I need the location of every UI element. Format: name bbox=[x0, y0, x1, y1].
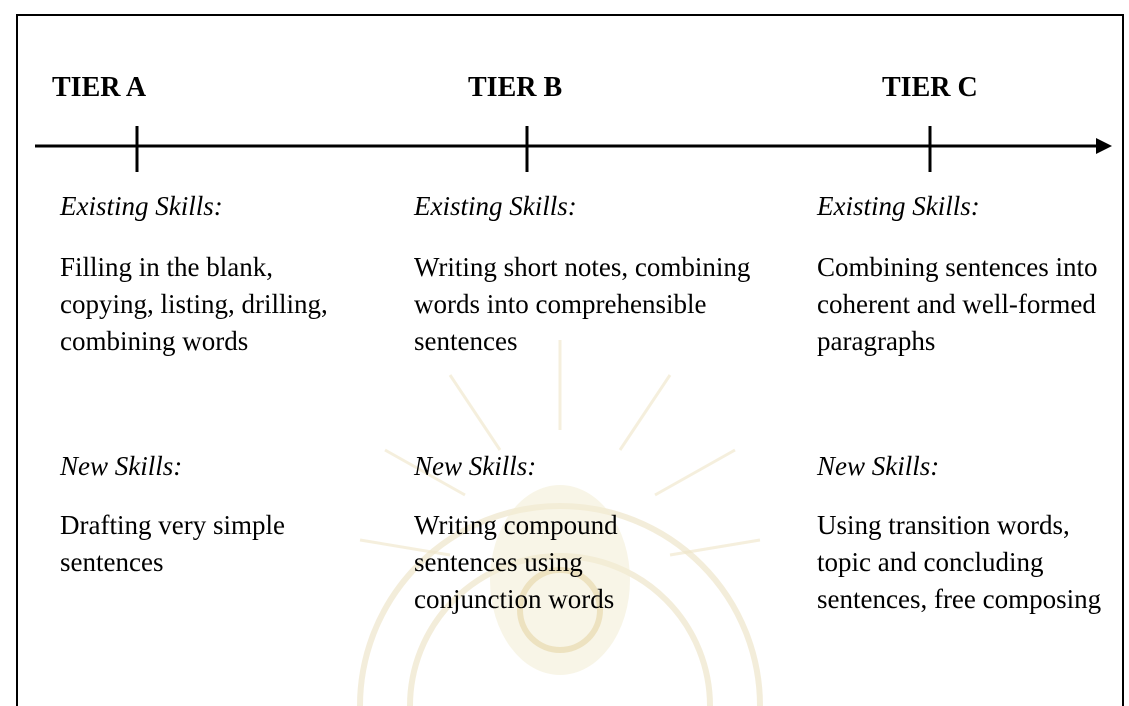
tier-c-existing-text: Combining sentences into coherent and well-formed paragraphs bbox=[817, 252, 1098, 356]
tier-b-title: TIER B bbox=[468, 72, 563, 103]
tier-b-column bbox=[414, 190, 751, 614]
tier-c-new-label: New Skills: bbox=[817, 451, 940, 481]
tier-a-column bbox=[60, 190, 390, 577]
tier-a-existing-label: Existing Skills: bbox=[60, 191, 223, 221]
tier-b-existing-label: Existing Skills: bbox=[414, 191, 577, 221]
timeline-arrowhead bbox=[1096, 138, 1112, 154]
tier-c-new-text: Using transition words, topic and concluding sentences, free composing bbox=[817, 510, 1102, 614]
tier-b-new-label: New Skills: bbox=[414, 451, 537, 481]
tier-b-new-text: Writing compound sentences using conjunction words bbox=[414, 510, 618, 614]
tier-b-existing-text: Writing short notes, combining words into comprehensible sentences bbox=[414, 252, 751, 356]
tier-a-existing-text: Filling in the blank, copying, listing, drilling, combining words bbox=[60, 252, 328, 356]
tier-a-new-label: New Skills: bbox=[60, 451, 183, 481]
tier-c-column bbox=[817, 190, 1129, 614]
tier-c-title: TIER C bbox=[882, 72, 978, 103]
tier-c-existing-label: Existing Skills: bbox=[817, 191, 980, 221]
tier-a-new-text: Drafting very simple sentences bbox=[60, 510, 285, 577]
tier-a-title: TIER A bbox=[52, 72, 147, 103]
